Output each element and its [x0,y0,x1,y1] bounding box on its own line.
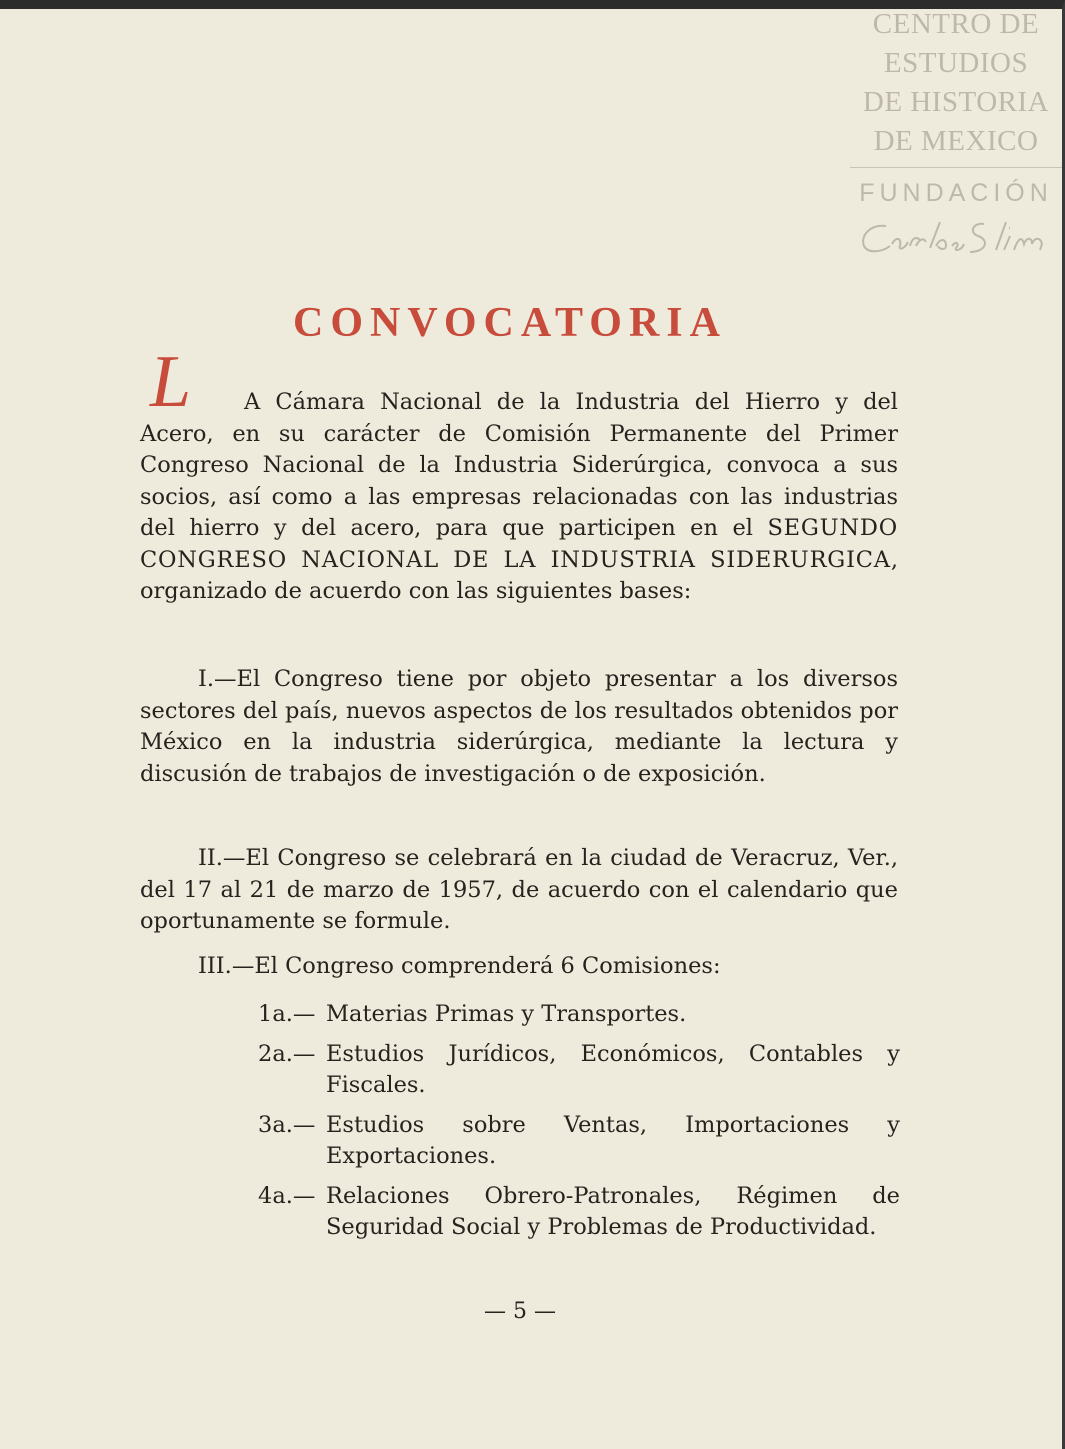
item-text: Materias Primas y Transportes. [326,1001,687,1027]
intro-end: , organizado de acuerdo con las siguientes bases: [140,546,898,604]
base-paragraph-2: II.—El Congreso se celebrará en la ciudad de Veracruz, Ver., del 17 al 21 de marzo de 1957, de acuerdo con el calendario que oportunamente se formule. [140,845,898,934]
watermark-line-2: ESTUDIOS [883,47,1029,79]
drop-cap: L [150,341,192,423]
commission-list [258,999,900,1252]
base-paragraph-1: I.—El Congreso tiene por objeto presentar a los diversos sectores del país, nuevos aspectos de los resultados obtenidos por México en la industria siderúrgica, mediante la lectura y discusión de trabajos de investigación o de exposición. [140,666,898,787]
watermark-divider [850,167,1062,168]
intro-first-line: A Cámara Nacional de la Industria del Hierro y del [244,389,898,415]
item-text: Estudios sobre Ventas, Importaciones y Exportaciones. [326,1111,900,1169]
list-item [258,999,900,1031]
list-item [258,1181,900,1244]
item-number: 4a.— [258,1182,316,1209]
list-item [258,1039,900,1102]
base-paragraph-3: III.—El Congreso comprenderá 6 Comisiones: [198,953,721,979]
item-number: 1a.— [258,1001,316,1027]
watermark-line-1: CENTRO DE [872,8,1040,40]
archive-watermark [850,5,1062,260]
watermark-line-3: DE HISTORIA [862,86,1050,118]
signature-icon [856,216,1056,260]
congress-name: SEGUNDO CONGRESO NACIONAL DE LA INDUSTRIA SIDERURGICA [140,515,899,573]
intro-paragraph [140,387,898,608]
intro-body: Acero, en su carácter de Comisión Permanente del Primer Congreso Nacional de la Industria Siderúrgica, convoca a sus socios, así como a las empresas relacionadas con las industrias del hierro y del acero, para que participen en el [140,420,898,541]
watermark-foundation: FUNDACIÓN [859,179,1053,207]
item-text: Estudios Jurídicos, Económicos, Contables y Fiscales. [326,1040,900,1098]
item-text: Relaciones Obrero-Patronales, Régimen de Seguridad Social y Problemas de Productividad. [326,1182,900,1240]
item-number: 3a.— [258,1111,316,1138]
page-title: CONVOCATORIA [293,300,727,347]
list-item [258,1110,900,1173]
item-number: 2a.— [258,1040,316,1067]
page-number: — 5 — [484,1299,556,1324]
watermark-line-4: DE MEXICO [873,125,1039,157]
